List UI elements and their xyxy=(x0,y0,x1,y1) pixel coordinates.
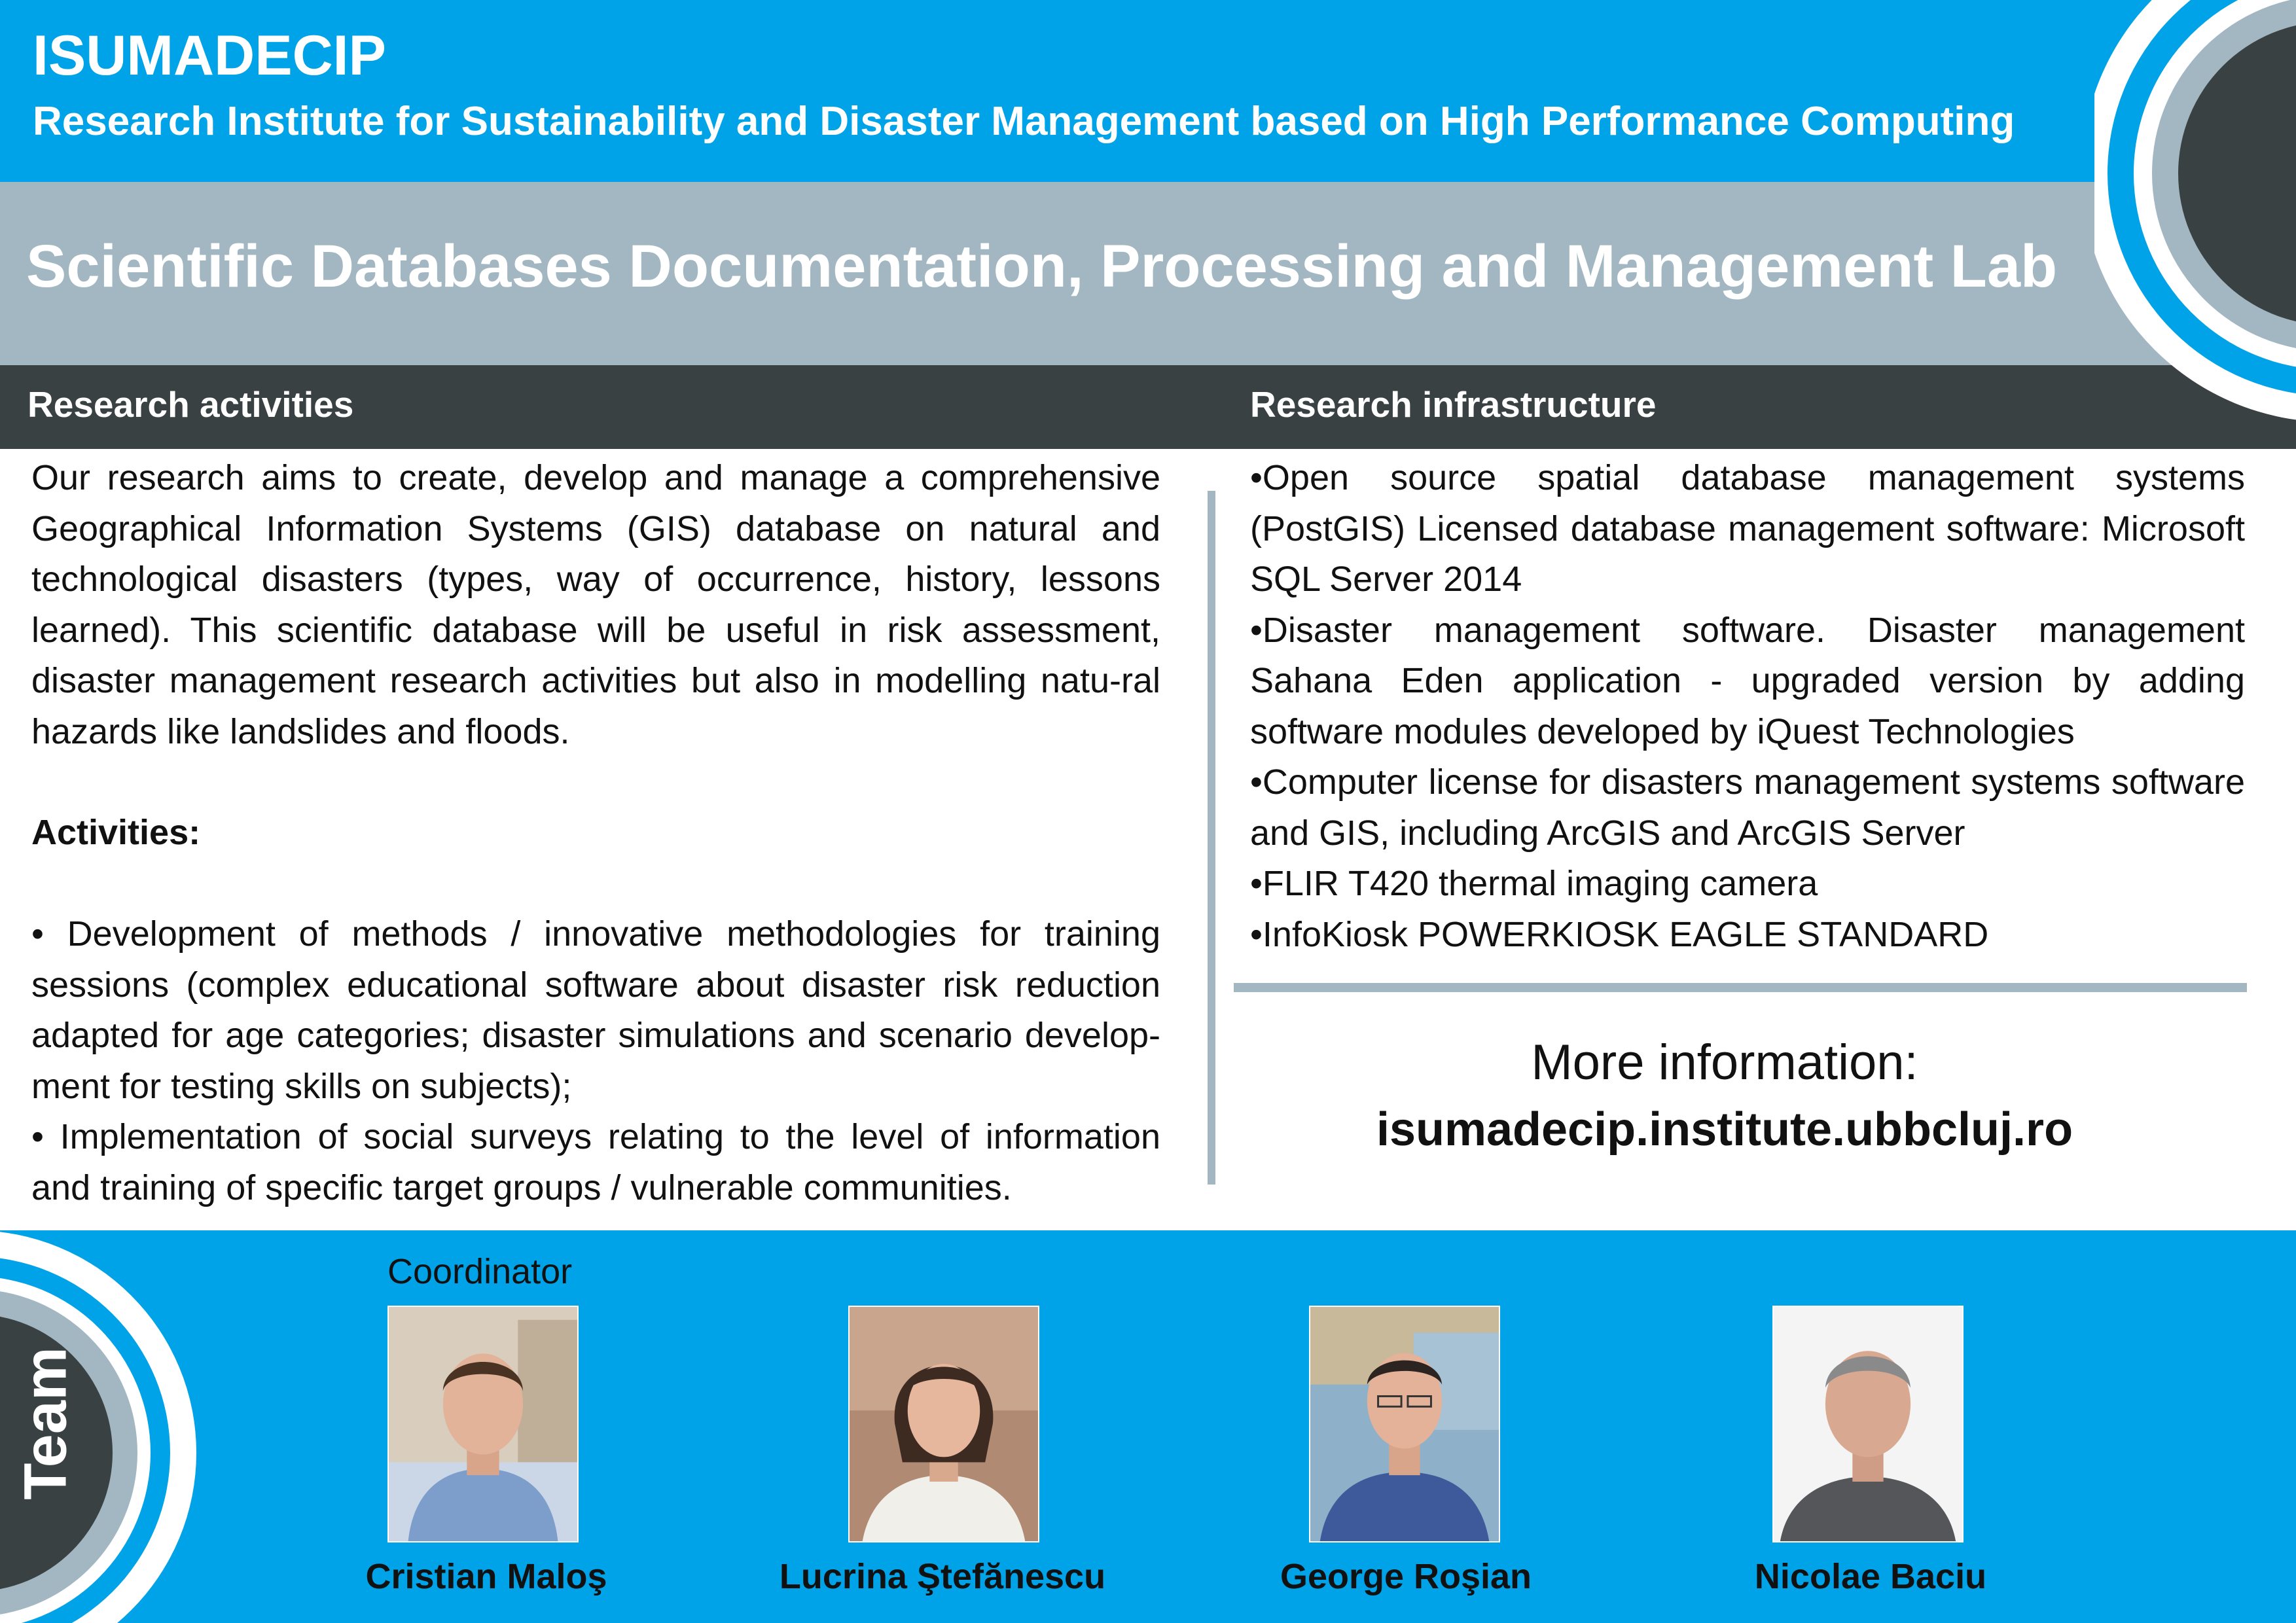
org-full-name: Research Institute for Sustainability and Disaster Management based on High Performance Computing xyxy=(33,99,2015,144)
infrastructure-item: •InfoKiosk POWERKIOSK EAGLE STANDARD xyxy=(1250,914,1989,954)
member-photo-cristian xyxy=(387,1306,579,1543)
research-intro-paragraph: Our research aims to create, develop and manage a comprehensive Geographical Information Systems (GIS) database on natural and technological disasters (types, way of occurrence, history, lessons learned). This scientific database will be useful in risk assessment, disaster management research activities but also in modelling natu-ral hazards like landslides and floods. xyxy=(31,458,1160,751)
coordinator-label: Coordinator xyxy=(387,1252,573,1291)
infrastructure-list xyxy=(1250,453,2245,960)
infrastructure-item: •Disaster management software. Disaster management Sahana Eden application - upgraded version by adding software modules developed by iQuest Technologies xyxy=(1250,610,2245,751)
infrastructure-item: •Open source spatial database management systems (PostGIS) Licensed database management software: Microsoft SQL Server 2014 xyxy=(1250,458,2245,599)
more-info-label: More information: xyxy=(1531,1035,1918,1090)
research-activities-heading: Research activities xyxy=(27,384,354,425)
member-name: Nicolae Baciu xyxy=(1754,1557,1987,1596)
org-acronym: ISUMADECIP xyxy=(33,24,386,87)
member-name: Cristian Maloş xyxy=(365,1557,607,1596)
activity-item: • Development of methods / innovative methodologies for training sessions (complex educational software about disaster risk reduction adapted for age categories; disaster simulations and scenario develop-ment for testing skills on subjects); xyxy=(31,914,1160,1106)
member-name: George Roşian xyxy=(1280,1557,1532,1596)
research-infrastructure-heading: Research infrastructure xyxy=(1250,384,1657,425)
member-photo-george xyxy=(1309,1306,1500,1543)
more-info-link[interactable]: isumadecip.institute.ubbcluj.ro xyxy=(1376,1103,2073,1156)
member-photo-lucrina xyxy=(848,1306,1039,1543)
activity-item: • Implementation of social surveys relating to the level of information and training of specific target groups / vulnerable communities. xyxy=(31,1117,1160,1207)
infrastructure-item: •FLIR T420 thermal imaging camera xyxy=(1250,864,1818,903)
member-name: Lucrina Ştefănescu xyxy=(779,1557,1106,1596)
infrastructure-divider xyxy=(1234,983,2247,992)
activities-label: Activities: xyxy=(31,813,201,852)
column-divider xyxy=(1208,491,1215,1185)
infrastructure-item: •Computer license for disasters management systems software and GIS, including ArcGIS and ArcGIS Server xyxy=(1250,762,2245,853)
team-label: Team xyxy=(12,1347,79,1500)
lab-title: Scientific Databases Documentation, Processing and Management Lab xyxy=(26,233,2058,300)
activity-list xyxy=(31,909,1160,1213)
corner-ring-decoration xyxy=(2094,0,2296,458)
member-photo-nicolae xyxy=(1772,1306,1964,1543)
